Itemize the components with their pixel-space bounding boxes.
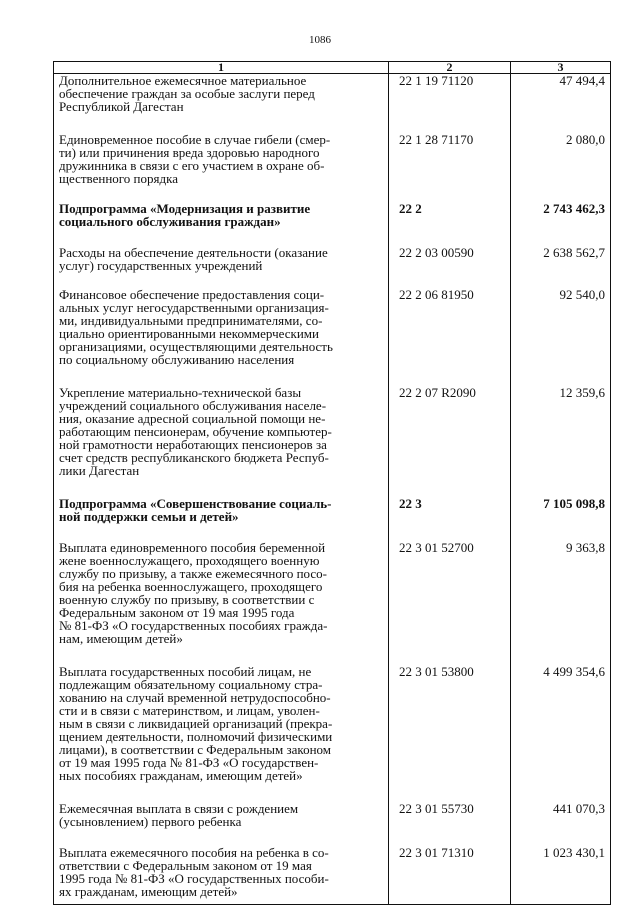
expense-name-line: по социальному обслуживанию населения (59, 351, 295, 367)
expense-name-line: бия на ребенка военнослужащего, проходящего (59, 578, 323, 594)
expense-name-line: Подпрограмма «Совершенствование социаль- (59, 495, 332, 511)
expense-name-line: Выплата государственных пособий лицам, не (59, 663, 312, 679)
expense-name-cell (54, 846, 389, 905)
expense-name-line: Выплата единовременного пособия беременной (59, 539, 326, 555)
amount-value: 7 105 098,8 (511, 497, 611, 541)
expense-name-line: Финансовое обеспечение предоставления соци- (59, 286, 325, 302)
amount-value: 9 363,8 (511, 541, 611, 665)
expense-name-cell (54, 541, 389, 665)
expense-name-line: Укрепление материально-технической базы (59, 384, 302, 400)
expense-name-line: № 81-ФЗ «О государственных пособиях гражда- (59, 617, 328, 633)
table-row (54, 665, 611, 802)
table-header-row (54, 62, 611, 74)
expense-name-cell (54, 802, 389, 846)
table-row (54, 133, 611, 202)
amount-value: 47 494,4 (511, 74, 611, 133)
expense-name-line: хованию на случай временной нетрудоспособно- (59, 689, 331, 705)
amount-value: 441 070,3 (511, 802, 611, 846)
amount-value: 12 359,6 (511, 386, 611, 497)
classification-code: 22 2 (389, 202, 511, 246)
classification-code: 22 1 28 71170 (389, 133, 511, 202)
table-row (54, 802, 611, 846)
expense-name-line: услуг) государственных учреждений (59, 257, 263, 273)
expense-name-cell (54, 386, 389, 497)
expense-name-cell (54, 497, 389, 541)
expense-name-cell (54, 288, 389, 386)
expense-name-line: циально ориентированными некоммерческими (59, 325, 319, 341)
expense-name-line: счет средств республиканского бюджета Респуб- (59, 449, 329, 465)
page-number: 1086 (309, 34, 331, 46)
expense-name-line: ных пособиях гражданам, имеющим детей» (59, 767, 303, 783)
expense-name-line: лицами), в соответствии с Федеральным законом (59, 741, 332, 757)
expense-name-line: нам, имеющим детей» (59, 630, 183, 646)
expense-name-line: ответствии с Федеральным законом от 19 мая (59, 857, 312, 873)
expense-name-cell (54, 74, 389, 133)
amount-value: 92 540,0 (511, 288, 611, 386)
classification-code: 22 3 01 53800 (389, 665, 511, 802)
amount-value: 4 499 354,6 (511, 665, 611, 802)
expense-name-line: учреждений социального обслуживания населе- (59, 397, 327, 413)
expense-name-line: лики Дагестан (59, 462, 140, 478)
classification-code: 22 1 19 71120 (389, 74, 511, 133)
expense-name-line: ях гражданам, имеющим детей» (59, 883, 238, 899)
expense-name-cell (54, 133, 389, 202)
amount-value: 1 023 430,1 (511, 846, 611, 905)
expense-name-line: социального обслуживания граждан» (59, 213, 281, 229)
expense-name-line: щественного порядка (59, 170, 178, 186)
expense-name-line: дружинника в связи с его участием в охране об- (59, 157, 325, 173)
expense-name-line: сти и в связи с материнством, и лицам, уволен- (59, 702, 320, 718)
column-header-1: 1 (54, 62, 389, 74)
expense-name-line: Дополнительное ежемесячное материальное (59, 73, 307, 88)
table-body (54, 74, 611, 905)
expense-name-line: Подпрограмма «Модернизация и развитие (59, 200, 311, 216)
column-header-2: 2 (389, 62, 511, 74)
subprogram-row (54, 497, 611, 541)
amount-value: 2 638 562,7 (511, 246, 611, 288)
expense-name-line: ми, индивидуальными предпринимателями, со- (59, 312, 323, 328)
expense-name-line: подлежащим обязательному социальному стра- (59, 676, 323, 692)
classification-code: 22 3 01 55730 (389, 802, 511, 846)
expense-name-line: военную службу по призыву, в соответствии с (59, 591, 315, 607)
expense-name-line: от 19 мая 1995 года № 81-ФЗ «О государствен- (59, 754, 319, 770)
expense-name-line: службу по призыву, а также ежемесячного посо- (59, 565, 327, 581)
expense-name-line: альных услуг негосударственными организация- (59, 299, 329, 315)
classification-code: 22 2 06 81950 (389, 288, 511, 386)
expense-name-line: жене военнослужащего, проходящего военную (59, 552, 320, 568)
classification-code: 22 2 07 R2090 (389, 386, 511, 497)
table-row (54, 386, 611, 497)
subprogram-row (54, 202, 611, 246)
table-row (54, 246, 611, 288)
classification-code: 22 2 03 00590 (389, 246, 511, 288)
classification-code: 22 3 (389, 497, 511, 541)
expense-name-line: работающим пенсионерам, обучение компьютер- (59, 423, 332, 439)
table-row (54, 288, 611, 386)
expense-name-line: Республикой Дагестан (59, 99, 184, 114)
expense-name-line: Федеральным законом от 19 мая 1995 года (59, 604, 295, 620)
expense-name-line: ной грамотности неработающих пенсионеров за (59, 436, 327, 452)
expense-name-line: ти) или причинения вреда здоровью народного (59, 144, 320, 160)
expense-name-line: Выплата ежемесячного пособия на ребенка в со- (59, 844, 329, 860)
classification-code: 22 3 01 52700 (389, 541, 511, 665)
expense-name-line: Единовременное пособие в случае гибели (смер- (59, 131, 331, 147)
expense-name-cell (54, 665, 389, 802)
table-row (54, 74, 611, 133)
table-row (54, 541, 611, 665)
expense-name-cell (54, 202, 389, 246)
expense-name-line: щением деятельности, полномочий физическими (59, 728, 333, 744)
expense-name-line: Ежемесячная выплата в связи с рождением (59, 800, 299, 816)
expense-name-cell (54, 246, 389, 288)
expense-name-line: обеспечение граждан за особые заслуги перед (59, 86, 315, 101)
table-row (54, 846, 611, 905)
expense-name-line: Расходы на обеспечение деятельности (оказание (59, 244, 328, 260)
column-header-3: 3 (511, 62, 611, 74)
expense-name-line: (усыновлением) первого ребенка (59, 813, 242, 829)
amount-value: 2 080,0 (511, 133, 611, 202)
expense-name-line: ной поддержки семьи и детей» (59, 508, 239, 524)
expense-name-line: организациями, осуществляющими деятельность (59, 338, 333, 354)
expense-name-line: ния, оказание адресной социальной помощи не- (59, 410, 326, 426)
expense-name-line: 1995 года № 81-ФЗ «О государственных пособи- (59, 870, 329, 886)
expense-name-line: ным в связи с ликвидацией организаций (прекра- (59, 715, 333, 731)
amount-value: 2 743 462,3 (511, 202, 611, 246)
budget-table (53, 61, 611, 905)
classification-code: 22 3 01 71310 (389, 846, 511, 905)
